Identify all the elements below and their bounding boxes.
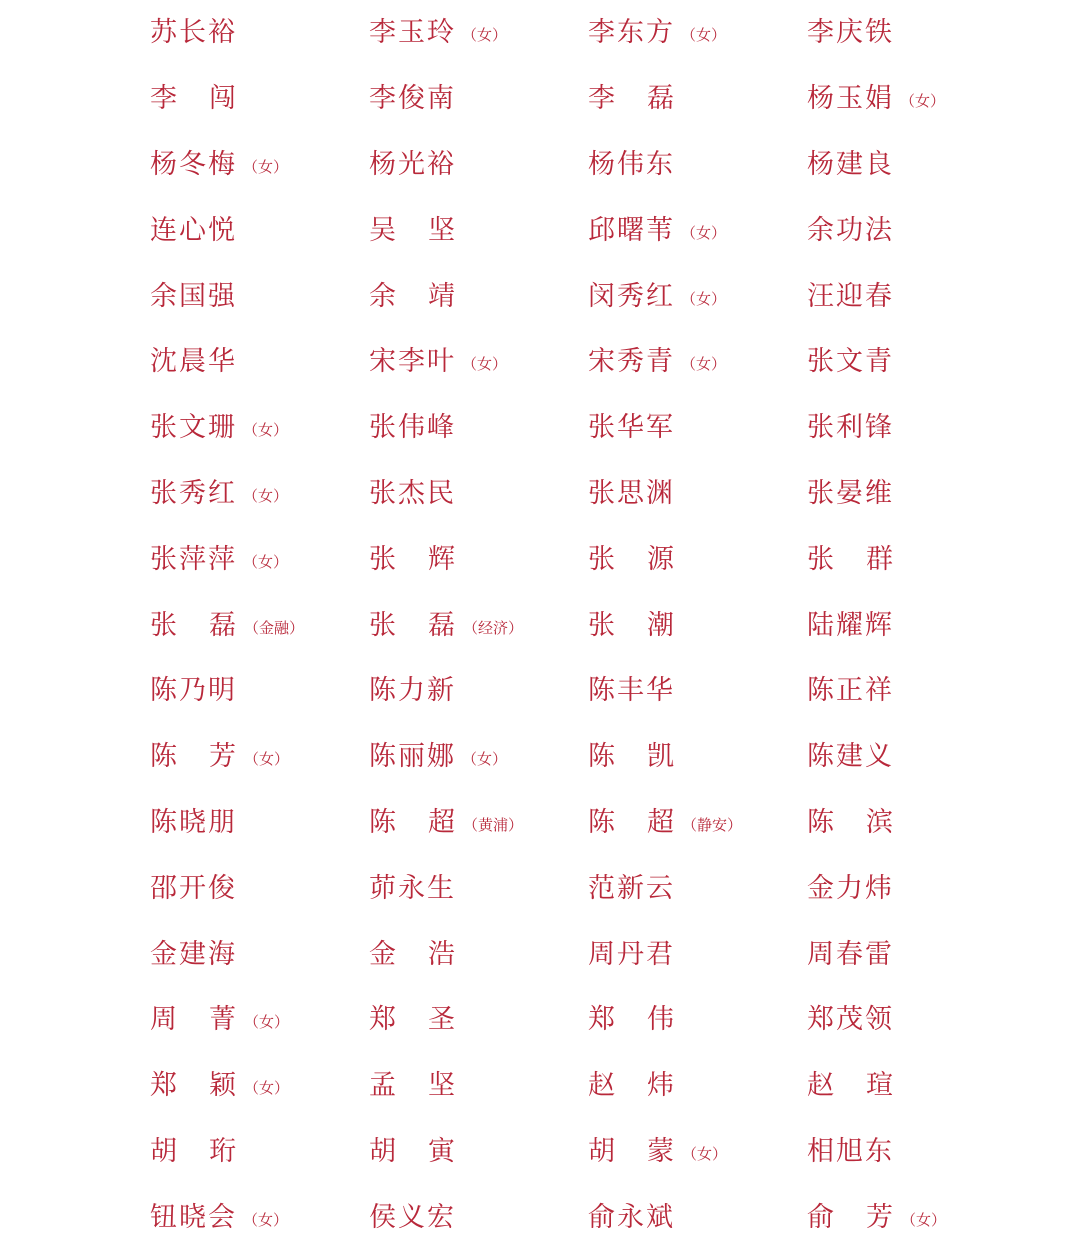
person-name: 张晏维	[807, 477, 894, 509]
name-entry	[588, 724, 807, 790]
name-entry	[807, 395, 1026, 461]
name-list	[150, 0, 1050, 1250]
name-entry	[150, 395, 369, 461]
person-name: 沈晨华	[150, 346, 237, 378]
name-entry	[588, 790, 807, 856]
person-name: 陈建义	[807, 741, 894, 773]
name-entry	[369, 1184, 588, 1250]
name-entry	[588, 526, 807, 592]
name-entry	[588, 921, 807, 987]
person-name: 吴 坚	[369, 214, 457, 246]
name-entry	[150, 724, 369, 790]
person-name: 胡 蒙	[588, 1135, 676, 1167]
name-entry	[588, 132, 807, 198]
person-name: 张 源	[588, 543, 676, 575]
person-name: 李东方	[588, 17, 675, 49]
name-entry	[369, 1119, 588, 1185]
person-name: 张思渊	[588, 477, 675, 509]
name-entry	[588, 461, 807, 527]
person-name: 陈力新	[369, 675, 456, 707]
name-entry	[807, 0, 1026, 66]
name-entry	[588, 1053, 807, 1119]
person-name: 李 闯	[150, 83, 238, 115]
name-entry	[369, 0, 588, 66]
name-entry	[369, 592, 588, 658]
person-name: 茆永生	[369, 872, 456, 904]
name-entry	[588, 263, 807, 329]
name-entry	[807, 263, 1026, 329]
name-entry	[369, 329, 588, 395]
person-name: 张华军	[588, 412, 675, 444]
person-name: 张秀红	[150, 477, 237, 509]
name-note: （女）	[681, 289, 727, 308]
person-name: 金建海	[150, 938, 237, 970]
name-entry	[588, 987, 807, 1053]
person-name: 郑茂领	[807, 1004, 894, 1036]
person-name: 俞永斌	[588, 1201, 675, 1233]
name-entry	[807, 1053, 1026, 1119]
person-name: 周丹君	[588, 938, 675, 970]
name-note: （女）	[462, 750, 508, 769]
name-note: （女）	[682, 1144, 728, 1163]
name-entry	[807, 724, 1026, 790]
person-name: 张 辉	[369, 543, 457, 575]
person-name: 杨建良	[807, 148, 894, 180]
name-entry	[150, 987, 369, 1053]
person-name: 苏长裕	[150, 17, 237, 49]
person-name: 陈丽娜	[369, 741, 456, 773]
name-note: （女）	[243, 157, 289, 176]
name-note: （静安）	[682, 815, 743, 834]
name-entry	[369, 658, 588, 724]
name-entry	[369, 66, 588, 132]
person-name: 杨伟东	[588, 148, 675, 180]
name-entry	[150, 197, 369, 263]
person-name: 陈正祥	[807, 675, 894, 707]
name-note: （黄浦）	[463, 815, 524, 834]
name-note: （女）	[681, 223, 727, 242]
name-note: （女）	[243, 552, 289, 571]
name-entry	[369, 855, 588, 921]
name-entry	[150, 658, 369, 724]
name-entry	[807, 592, 1026, 658]
name-entry	[588, 592, 807, 658]
name-entry	[588, 197, 807, 263]
name-entry	[150, 0, 369, 66]
person-name: 陈 超	[369, 806, 457, 838]
person-name: 金 浩	[369, 938, 457, 970]
name-note: （女）	[901, 1210, 947, 1229]
person-name: 连心悦	[150, 214, 237, 246]
name-note: （女）	[244, 1013, 290, 1032]
person-name: 余功法	[807, 214, 894, 246]
name-entry	[150, 1184, 369, 1250]
person-name: 俞 芳	[807, 1201, 895, 1233]
person-name: 周春雷	[807, 938, 894, 970]
name-entry	[807, 197, 1026, 263]
name-entry	[588, 855, 807, 921]
person-name: 陆耀辉	[807, 609, 894, 641]
person-name: 郑 圣	[369, 1004, 457, 1036]
name-entry	[588, 1119, 807, 1185]
name-note: （女）	[243, 1210, 289, 1229]
name-entry	[150, 921, 369, 987]
person-name: 胡 寅	[369, 1135, 457, 1167]
name-entry	[807, 329, 1026, 395]
name-entry	[369, 263, 588, 329]
name-entry	[150, 790, 369, 856]
name-note: （女）	[681, 26, 727, 45]
person-name: 宋秀青	[588, 346, 675, 378]
name-entry	[369, 132, 588, 198]
person-name: 张 潮	[588, 609, 676, 641]
person-name: 张伟峰	[369, 412, 456, 444]
name-entry	[807, 921, 1026, 987]
person-name: 张 群	[807, 543, 895, 575]
name-entry	[369, 724, 588, 790]
name-entry	[150, 592, 369, 658]
person-name: 陈 超	[588, 806, 676, 838]
person-name: 邱曙苇	[588, 214, 675, 246]
person-name: 郑 伟	[588, 1004, 676, 1036]
person-name: 胡 珩	[150, 1135, 238, 1167]
person-name: 邵开俊	[150, 872, 237, 904]
name-entry	[150, 526, 369, 592]
name-entry	[807, 1119, 1026, 1185]
name-entry	[807, 66, 1026, 132]
person-name: 赵 炜	[588, 1070, 676, 1102]
name-entry	[150, 263, 369, 329]
person-name: 杨光裕	[369, 148, 456, 180]
name-entry	[369, 197, 588, 263]
person-name: 陈 芳	[150, 741, 238, 773]
person-name: 范新云	[588, 872, 675, 904]
name-entry	[807, 1184, 1026, 1250]
name-entry	[150, 461, 369, 527]
name-entry	[150, 329, 369, 395]
name-entry	[150, 1053, 369, 1119]
name-entry	[588, 0, 807, 66]
person-name: 汪迎春	[807, 280, 894, 312]
person-name: 宋李叶	[369, 346, 456, 378]
person-name: 张利锋	[807, 412, 894, 444]
name-entry	[807, 855, 1026, 921]
name-entry	[588, 395, 807, 461]
name-entry	[588, 1184, 807, 1250]
name-entry	[588, 329, 807, 395]
name-entry	[369, 461, 588, 527]
person-name: 闵秀红	[588, 280, 675, 312]
person-name: 陈乃明	[150, 675, 237, 707]
name-note: （女）	[900, 92, 946, 111]
name-entry	[807, 987, 1026, 1053]
person-name: 杨玉娟	[807, 83, 894, 115]
person-name: 李庆铁	[807, 17, 894, 49]
person-name: 张文珊	[150, 412, 237, 444]
name-note: （女）	[462, 355, 508, 374]
name-entry	[369, 921, 588, 987]
person-name: 李 磊	[588, 83, 676, 115]
person-name: 周 菁	[150, 1004, 238, 1036]
name-entry	[369, 526, 588, 592]
person-name: 张文青	[807, 346, 894, 378]
name-note: （女）	[462, 26, 508, 45]
person-name: 侯义宏	[369, 1201, 456, 1233]
person-name: 余 靖	[369, 280, 457, 312]
name-note: （女）	[681, 355, 727, 374]
person-name: 张萍萍	[150, 543, 237, 575]
person-name: 郑 颖	[150, 1070, 238, 1102]
name-note: （女）	[243, 486, 289, 505]
person-name: 钮晓会	[150, 1201, 237, 1233]
name-entry	[369, 987, 588, 1053]
person-name: 赵 瑄	[807, 1070, 895, 1102]
name-note: （女）	[244, 750, 290, 769]
person-name: 张 磊	[150, 609, 238, 641]
person-name: 陈 凯	[588, 741, 676, 773]
person-name: 孟 坚	[369, 1070, 457, 1102]
name-entry	[150, 132, 369, 198]
name-note: （经济）	[463, 618, 524, 637]
name-entry	[150, 1119, 369, 1185]
name-entry	[150, 66, 369, 132]
person-name: 李俊南	[369, 83, 456, 115]
name-entry	[369, 1053, 588, 1119]
name-entry	[807, 461, 1026, 527]
person-name: 相旭东	[807, 1135, 894, 1167]
name-note: （女）	[243, 421, 289, 440]
person-name: 余国强	[150, 280, 237, 312]
person-name: 张杰民	[369, 477, 456, 509]
name-entry	[369, 395, 588, 461]
name-entry	[588, 66, 807, 132]
person-name: 杨冬梅	[150, 148, 237, 180]
person-name: 金力炜	[807, 872, 894, 904]
person-name: 陈丰华	[588, 675, 675, 707]
name-entry	[807, 658, 1026, 724]
name-entry	[588, 658, 807, 724]
name-entry	[807, 526, 1026, 592]
name-note: （金融）	[244, 618, 305, 637]
name-note: （女）	[244, 1079, 290, 1098]
name-entry	[807, 132, 1026, 198]
person-name: 张 磊	[369, 609, 457, 641]
name-entry	[807, 790, 1026, 856]
name-entry	[369, 790, 588, 856]
person-name: 李玉玲	[369, 17, 456, 49]
name-entry	[150, 855, 369, 921]
person-name: 陈 滨	[807, 806, 895, 838]
person-name: 陈晓朋	[150, 806, 237, 838]
